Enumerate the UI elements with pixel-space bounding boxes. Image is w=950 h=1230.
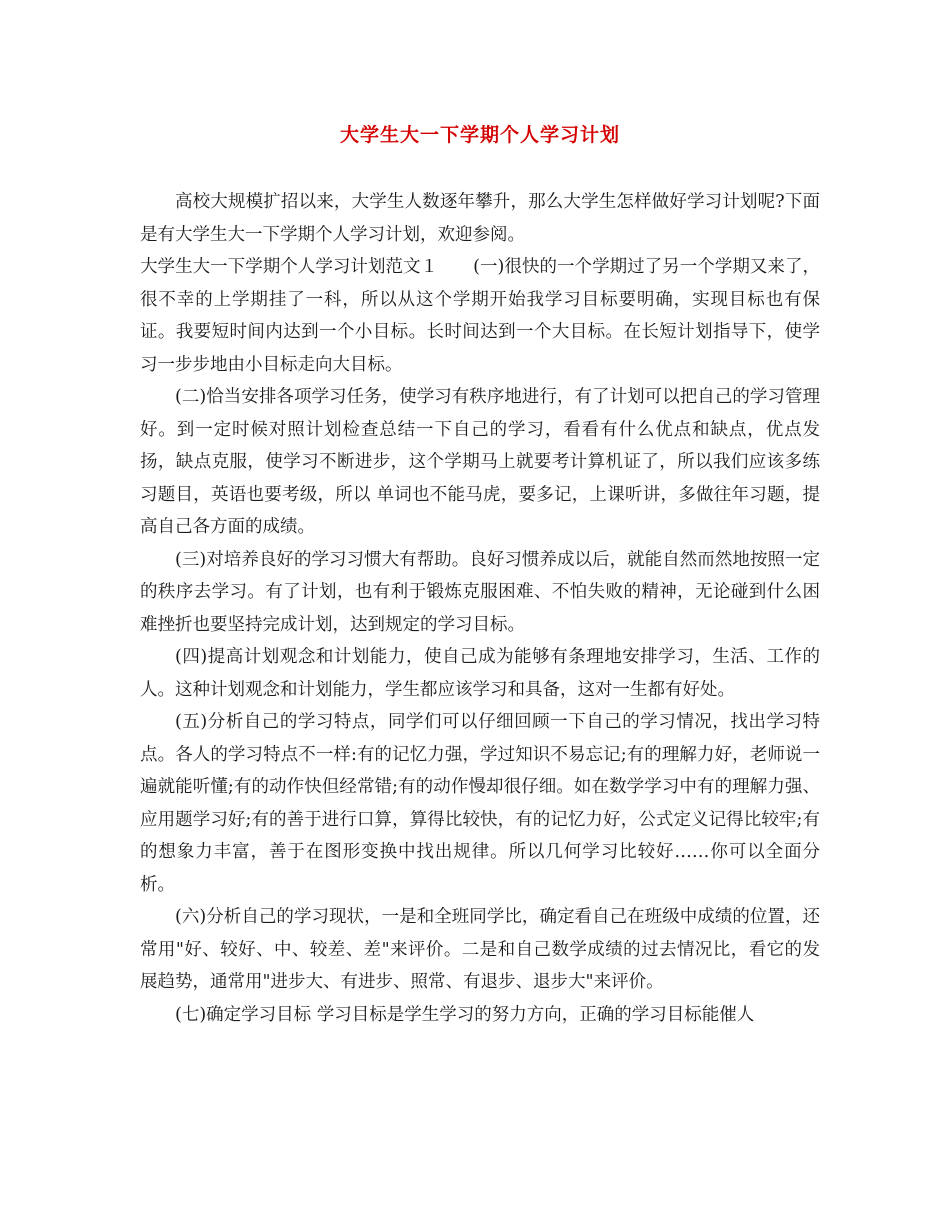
document-title: 大学生大一下学期个人学习计划 <box>339 124 620 146</box>
paragraph-6: (六)分析自己的学习现状，一是和全班同学比，确定看自己在班级中成绩的位置，还常用"好、较好、中、较差、差"来评价。二是和自己数学成绩的过去情况比，看它的发展趋势，通常用"进步大、有进步、照常、有退步、退步大"来评价。 <box>140 907 820 992</box>
paragraph-5: (五)分析自己的学习特点，同学们可以仔细回顾一下自己的学习情况，找出学习特点。各人的学习特点不一样:有的记忆力强，学过知识不易忘记;有的理解力好，老师说一遍就能听懂;有的动作快但经常错;有的动作慢却很仔细。如在数学学习中有的理解力强、应用题学习好;有的善于进行口算，算得比较快，有的记忆力好，公式定义记得比较牢;有的想象力丰富，善于在图形变换中找出规律。所以几何学习比较好……你可以全面分析。 <box>140 712 820 895</box>
document-body <box>140 186 820 1031</box>
paragraph-3: (三)对培养良好的学习习惯大有帮助。良好习惯养成以后，就能自然而然地按照一定的秩序去学习。有了计划，也有利于锻炼克服困难、不怕失败的精神，无论碰到什么困难挫折也要坚持完成计划，达到规定的学习目标。 <box>140 549 820 635</box>
paragraph-2: (二)恰当安排各项学习任务，使学习有秩序地进行，有了计划可以把自己的学习管理好。到一定时候对照计划检查总结一下自己的学习，看看有什么优点和缺点，优点发扬，缺点克服，使学习不断进步，这个学期马上就要考计算机证了，所以我们应该多练习题目，英语也要考级，所以 单词也不能马虎，要多记，上课听讲，多做往年习题，提高自己各方面的成绩。 <box>140 387 820 537</box>
paragraph-intro: 高校大规模扩招以来，大学生人数逐年攀升，那么大学生怎样做好学习计划呢?下面是有大学生大一下学期个人学习计划，欢迎参阅。 <box>140 192 820 245</box>
paragraph-4: (四)提高计划观念和计划能力，使自己成为能够有条理地安排学习，生活、工作的人。这种计划观念和计划能力，学生都应该学习和具备，这对一生都有好处。 <box>140 647 820 700</box>
paragraph-1: 大学生大一下学期个人学习计划范文１ (一)很快的一个学期过了另一个学期又来了，很不幸的上学期挂了一科，所以从这个学期开始我学习目标要明确，实现目标也有保证。我要短时间内达到一个小目标。长时间达到一个大目标。在长短计划指导下，使学习一步步地由小目标走向大目标。 <box>140 257 820 375</box>
paragraph-7: (七)确定学习目标 学习目标是学生学习的努力方向，正确的学习目标能催人 <box>175 1004 755 1025</box>
